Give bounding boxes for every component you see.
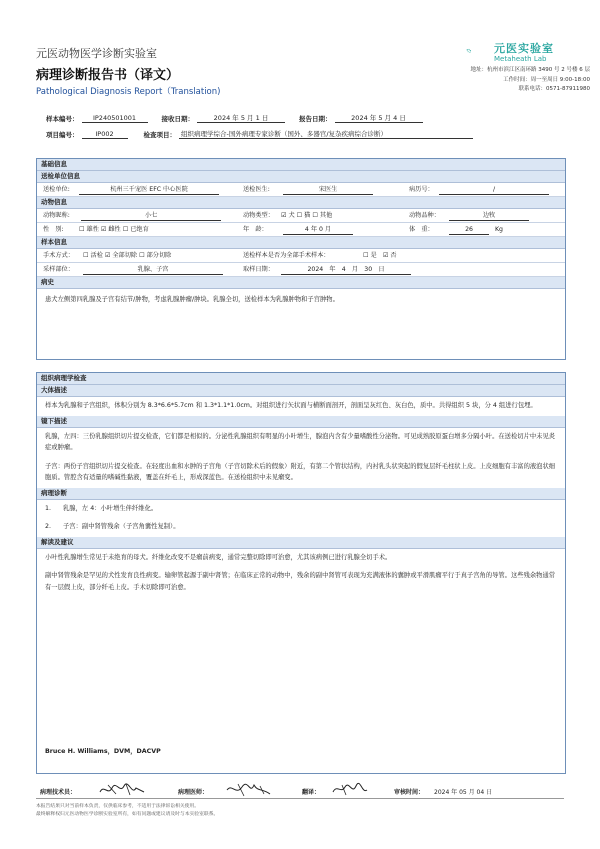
weight-label: 体 重： xyxy=(409,226,434,233)
logo-text-cn: 元医实验室 xyxy=(494,42,554,55)
project-no: IP002 xyxy=(82,130,128,139)
histo-title: 组织病理学检查 xyxy=(37,373,565,385)
doctor-sign-label: 病理医师： xyxy=(178,789,209,796)
record-label: 病历号： xyxy=(409,186,434,193)
lab-hours: 工作时间：周一至周日 9:00-18:00 xyxy=(503,76,590,83)
received-label: 接收日期： xyxy=(161,114,194,123)
lab-name: 元医动物医学诊断实验室 xyxy=(36,47,157,60)
age-value: 4 年 0 月 xyxy=(283,225,353,235)
weight-unit: Kg xyxy=(495,226,503,233)
sample-no-label: 样本编号： xyxy=(46,114,79,123)
weight-value: 26 xyxy=(449,225,489,235)
breed-label: 动物品种： xyxy=(409,212,440,219)
meta-row-2 xyxy=(46,129,473,139)
pathologist-name: Bruce H. Williams，DVM，DACVP xyxy=(45,747,161,755)
review-label: 审核时间： xyxy=(394,789,425,796)
animal-type-options: ☑ 犬 ☐ 猫 ☐ 其他 xyxy=(281,212,333,219)
nickname-value: 小七 xyxy=(81,211,221,221)
footer-line-1: 本报告结果只对当前样本负责，仅供临床参考，不适用于法律诉讼相关使用。 xyxy=(36,804,200,809)
collect-date: 2024 年 4 月 30 日 xyxy=(281,265,411,275)
sex-options: ☐ 雄性 ☑ 雌性 ☐ 已绝育 xyxy=(79,226,149,233)
lab-phone: 联系电话：0571-87911980 xyxy=(518,86,590,92)
signoff-row xyxy=(36,782,564,799)
advice-text-2: 副中肾管残余是罕见的犬性发育良性病变。输卵管起源于副中肾管；在临床正常的动物中，残余的副中肾管可表现为充满液体的囊肿或平滑肌瘤平行于真子宫角的导管。这些残余物通常有一层假上皮，部分纤毛上皮。手术切除即可治愈。 xyxy=(45,572,556,591)
meta-row-1 xyxy=(46,113,423,123)
tech-label: 病理技术员： xyxy=(40,789,77,796)
sample-row-2 xyxy=(37,263,565,277)
project-no-label: 项目编号： xyxy=(46,130,79,139)
lab-contact xyxy=(400,66,590,95)
histopathology-section xyxy=(36,372,566,774)
diagnosis-text-1: 乳腺，左 4：小叶增生伴纤维化。 xyxy=(63,504,158,512)
diagnosis-no-2: 2. xyxy=(45,523,52,530)
animal-info-title: 动物信息 xyxy=(37,197,565,209)
animal-type-label: 动物类型： xyxy=(243,212,274,219)
submitter-info-title: 送检单位信息 xyxy=(37,171,565,183)
review-date: 2024 年 05 月 04 日 xyxy=(434,789,493,796)
breed-value: 边牧 xyxy=(449,211,529,221)
received-date: 2024 年 5 月 1 日 xyxy=(197,113,285,123)
site-value: 乳腺、子宫 xyxy=(83,265,223,275)
unit-label: 送检单位: xyxy=(43,186,70,193)
translator-label: 翻译： xyxy=(302,789,321,796)
collect-label: 取样日期： xyxy=(243,266,274,273)
advice-title: 解读及建议 xyxy=(37,537,565,549)
sample-info-title: 样本信息 xyxy=(37,237,565,249)
diagnosis-title: 病理诊断 xyxy=(37,488,565,500)
diagnosis-item-1 xyxy=(37,500,565,519)
report-date-label: 报告日期： xyxy=(299,114,332,123)
surgery-options: ☐ 活检 ☑ 全部切除 ☐ 部分切除 xyxy=(83,252,172,259)
unit-value: 杭州三千宠医 EFC 中心医院 xyxy=(79,185,219,195)
sample-row-1 xyxy=(37,249,565,263)
sample-no: IP240501001 xyxy=(82,114,148,123)
basic-info-section xyxy=(36,158,566,360)
test-item-label: 检查项目： xyxy=(143,130,176,139)
report-title: 病理诊断报告书（译文） xyxy=(36,68,180,83)
all-sample-options: ☐ 是 ☑ 否 xyxy=(363,252,397,259)
record-value: / xyxy=(439,185,549,195)
basic-info-title: 基础信息 xyxy=(37,159,565,171)
doctor-value: 宋医生 xyxy=(283,185,373,195)
lab-logo-icon xyxy=(466,38,492,64)
doctor-signature-icon xyxy=(224,782,274,798)
gross-title: 大体描述 xyxy=(37,385,565,397)
nickname-label: 动物昵称: xyxy=(43,212,70,219)
animal-row-2 xyxy=(37,223,565,237)
footer-line-2: 最终解释权归元医动物医学诊断实验室所有，如有问题或建议请及时与本实验室联系。 xyxy=(36,812,219,817)
diagnosis-text-2: 子宫：副中肾管残余（子宫角囊性复制）。 xyxy=(63,523,180,530)
surgery-label: 手术方式： xyxy=(43,252,74,259)
micro-text-2: 子宫：两份子宫组织切片提交检查。在轻度出血和水肿的子宫角（子宫切除术后的假象）附近，有第二个管状结构，内衬乳头状突起的假复层纤毛柱状上皮。上皮细胞有丰富的液泡状细胞质。管腔含有适量的嗜碱性黏液，覆盖在纤毛上，形成深蓝色。在送检组织中未见瘤变。 xyxy=(45,462,556,481)
tech-signature-icon xyxy=(98,782,148,798)
history-title: 病史 xyxy=(37,277,565,289)
logo-text-en: Metaheath Lab xyxy=(494,55,547,63)
diagnosis-item-2 xyxy=(37,518,565,537)
report-title-en: Pathological Diagnosis Report（Translation) xyxy=(36,87,221,97)
gross-text: 样本为乳腺和子宫组织，体积分别为 8.3*6.6*5.7cm 和 1.3*1.1*1.0cm。对组织进行矢状面与横断面剖开，剖面呈灰红色、灰白色，质中。共得组织 5 块，分 4 组进行包埋。 xyxy=(45,402,537,409)
all-sample-label: 送检样本是否为全部手术样本： xyxy=(243,252,330,259)
diagnosis-no-1: 1. xyxy=(45,504,52,512)
micro-title: 镜下描述 xyxy=(37,416,565,428)
animal-row-1 xyxy=(37,209,565,223)
doctor-label: 送检医生: xyxy=(243,186,270,193)
translator-signature-icon xyxy=(330,782,370,798)
report-date: 2024 年 5 月 4 日 xyxy=(335,113,423,123)
submitter-row xyxy=(37,183,565,197)
advice-text-1: 小叶性乳腺增生常见于未绝育的母犬。纤维化改变不是瘤前病变，通常完整切除即可治愈，尤其该病例已进行乳腺全切手术。 xyxy=(45,553,392,561)
age-label: 年 龄： xyxy=(243,226,268,233)
micro-text-1: 乳腺，左四：三份乳腺组织切片提交检查，它们都是相似的。分泌性乳腺组织有明显的小叶增生，腺泡内含有少量嗜酸性分泌物。可见成熟胶原蛋白增多分隔小叶。在送检切片中未见炎症或肿瘤。 xyxy=(45,432,556,451)
lab-address: 地址：杭州市滨江区南环路 3490 号 2 号楼 6 层 xyxy=(470,67,590,73)
history-text: 患犬左侧第四乳腺及子宫有结节/肿物，考虑乳腺肿瘤/肿块。乳腺全切，送检样本为乳腺肿物和子宫肿物。 xyxy=(45,296,339,303)
site-label: 采样部位： xyxy=(43,266,74,273)
footer-notes xyxy=(36,803,218,819)
sex-label: 性 别: xyxy=(43,226,64,233)
test-item: 组织病理学综合-国外病理专家诊断（国外、多器官/复杂疾病综合诊断） xyxy=(179,129,473,139)
